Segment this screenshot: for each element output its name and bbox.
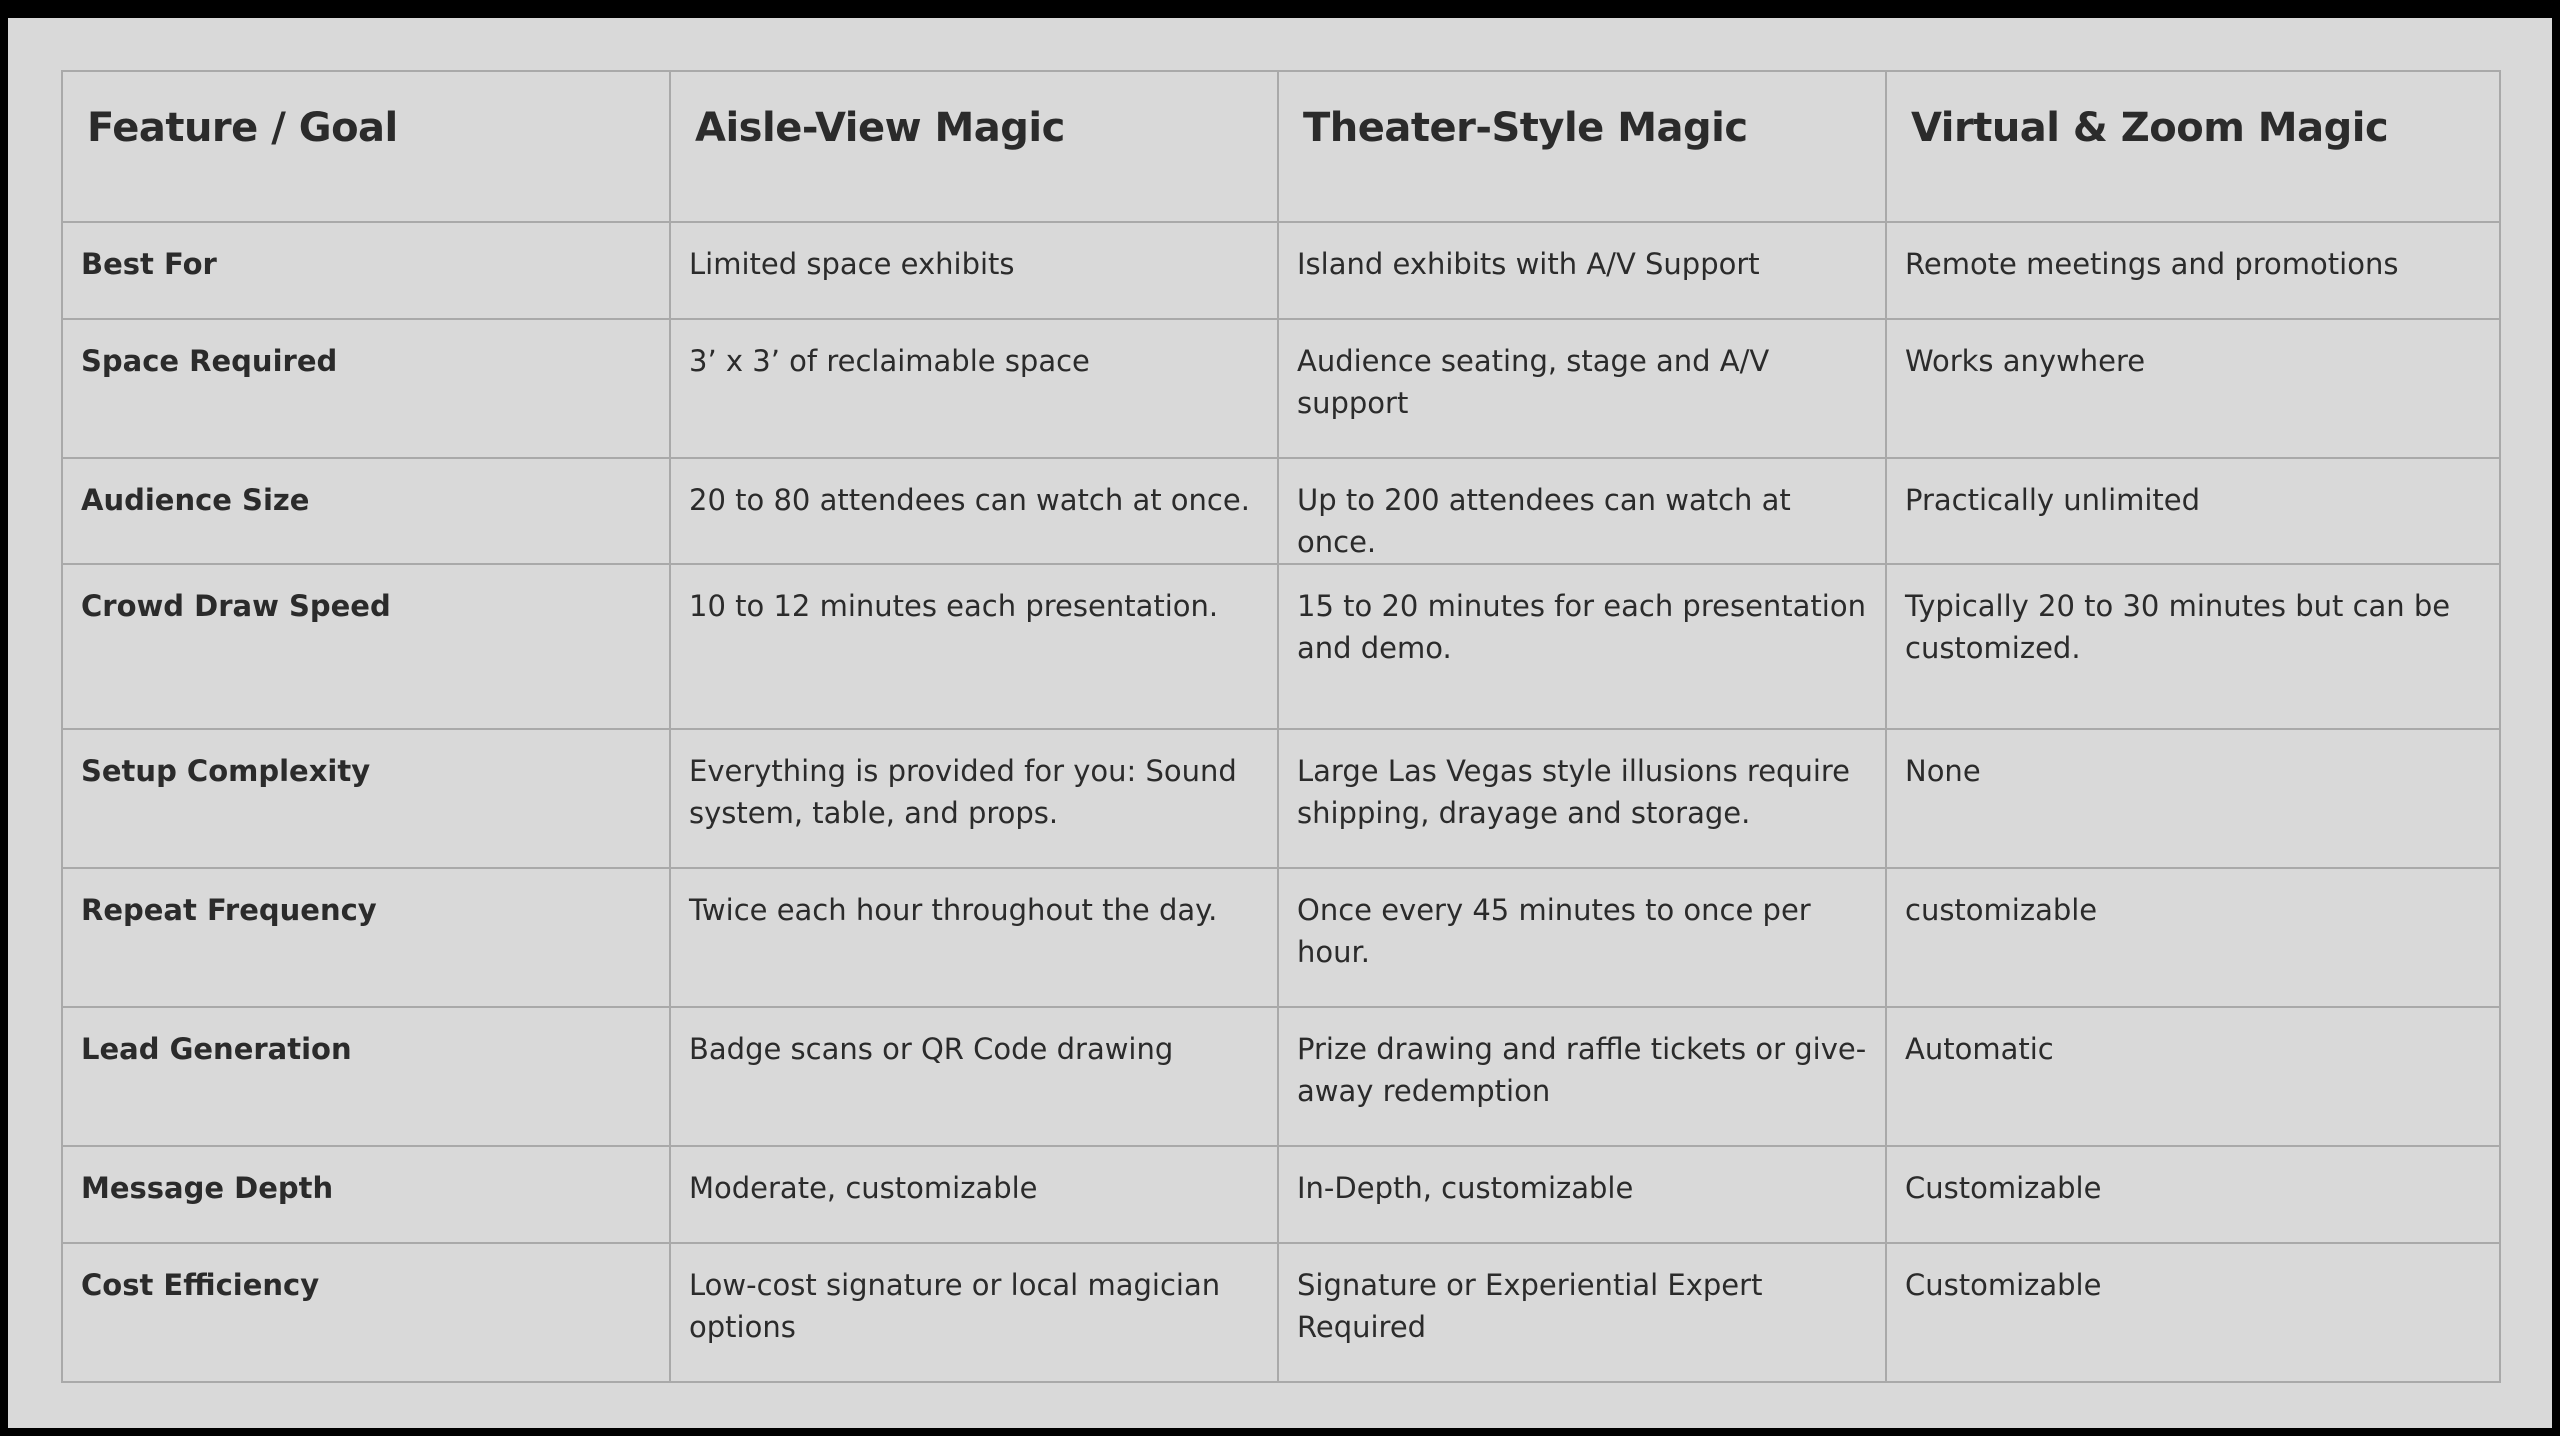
aisle-cell: Low-cost signature or local magician options <box>670 1243 1278 1382</box>
header-theater-style-magic: Theater-Style Magic <box>1278 71 1886 222</box>
aisle-cell: Badge scans or QR Code drawing <box>670 1007 1278 1146</box>
virtual-cell: Typically 20 to 30 minutes but can be customized. <box>1886 564 2500 729</box>
theater-cell: Audience seating, stage and A/V support <box>1278 319 1886 458</box>
theater-cell: Up to 200 attendees can watch at once. <box>1278 458 1886 564</box>
header-feature-goal: Feature / Goal <box>62 71 670 222</box>
feature-cell: Space Required <box>62 319 670 458</box>
virtual-cell: Customizable <box>1886 1243 2500 1382</box>
table-row <box>62 564 2500 729</box>
virtual-cell: Remote meetings and promotions <box>1886 222 2500 319</box>
virtual-cell: Practically unlimited <box>1886 458 2500 564</box>
table-row <box>62 729 2500 868</box>
virtual-cell: customizable <box>1886 868 2500 1007</box>
table-header-row <box>62 71 2500 222</box>
header-virtual-zoom-magic: Virtual & Zoom Magic <box>1886 71 2500 222</box>
table-row <box>62 319 2500 458</box>
aisle-cell: Limited space exhibits <box>670 222 1278 319</box>
content-panel <box>8 18 2552 1428</box>
table-row <box>62 222 2500 319</box>
theater-cell: Large Las Vegas style illusions require shipping, drayage and storage. <box>1278 729 1886 868</box>
feature-cell: Message Depth <box>62 1146 670 1243</box>
aisle-cell: Everything is provided for you: Sound system, table, and props. <box>670 729 1278 868</box>
virtual-cell: Customizable <box>1886 1146 2500 1243</box>
theater-cell: Signature or Experiential Expert Required <box>1278 1243 1886 1382</box>
feature-cell: Best For <box>62 222 670 319</box>
feature-cell: Lead Generation <box>62 1007 670 1146</box>
aisle-cell: 20 to 80 attendees can watch at once. <box>670 458 1278 564</box>
virtual-cell: None <box>1886 729 2500 868</box>
feature-cell: Repeat Frequency <box>62 868 670 1007</box>
virtual-cell: Works anywhere <box>1886 319 2500 458</box>
table-row <box>62 1007 2500 1146</box>
theater-cell: Once every 45 minutes to once per hour. <box>1278 868 1886 1007</box>
feature-cell: Setup Complexity <box>62 729 670 868</box>
feature-cell: Cost Efficiency <box>62 1243 670 1382</box>
theater-cell: Prize drawing and raffle tickets or give-away redemption <box>1278 1007 1886 1146</box>
theater-cell: In-Depth, customizable <box>1278 1146 1886 1243</box>
virtual-cell: Automatic <box>1886 1007 2500 1146</box>
table-row <box>62 868 2500 1007</box>
aisle-cell: 3’ x 3’ of reclaimable space <box>670 319 1278 458</box>
theater-cell: Island exhibits with A/V Support <box>1278 222 1886 319</box>
header-aisle-view-magic: Aisle-View Magic <box>670 71 1278 222</box>
table-row <box>62 458 2500 564</box>
comparison-table <box>61 70 2501 1383</box>
theater-cell: 15 to 20 minutes for each presentation and demo. <box>1278 564 1886 729</box>
aisle-cell: Moderate, customizable <box>670 1146 1278 1243</box>
table-row <box>62 1146 2500 1243</box>
table-row <box>62 1243 2500 1382</box>
aisle-cell: 10 to 12 minutes each presentation. <box>670 564 1278 729</box>
feature-cell: Audience Size <box>62 458 670 564</box>
aisle-cell: Twice each hour throughout the day. <box>670 868 1278 1007</box>
feature-cell: Crowd Draw Speed <box>62 564 670 729</box>
